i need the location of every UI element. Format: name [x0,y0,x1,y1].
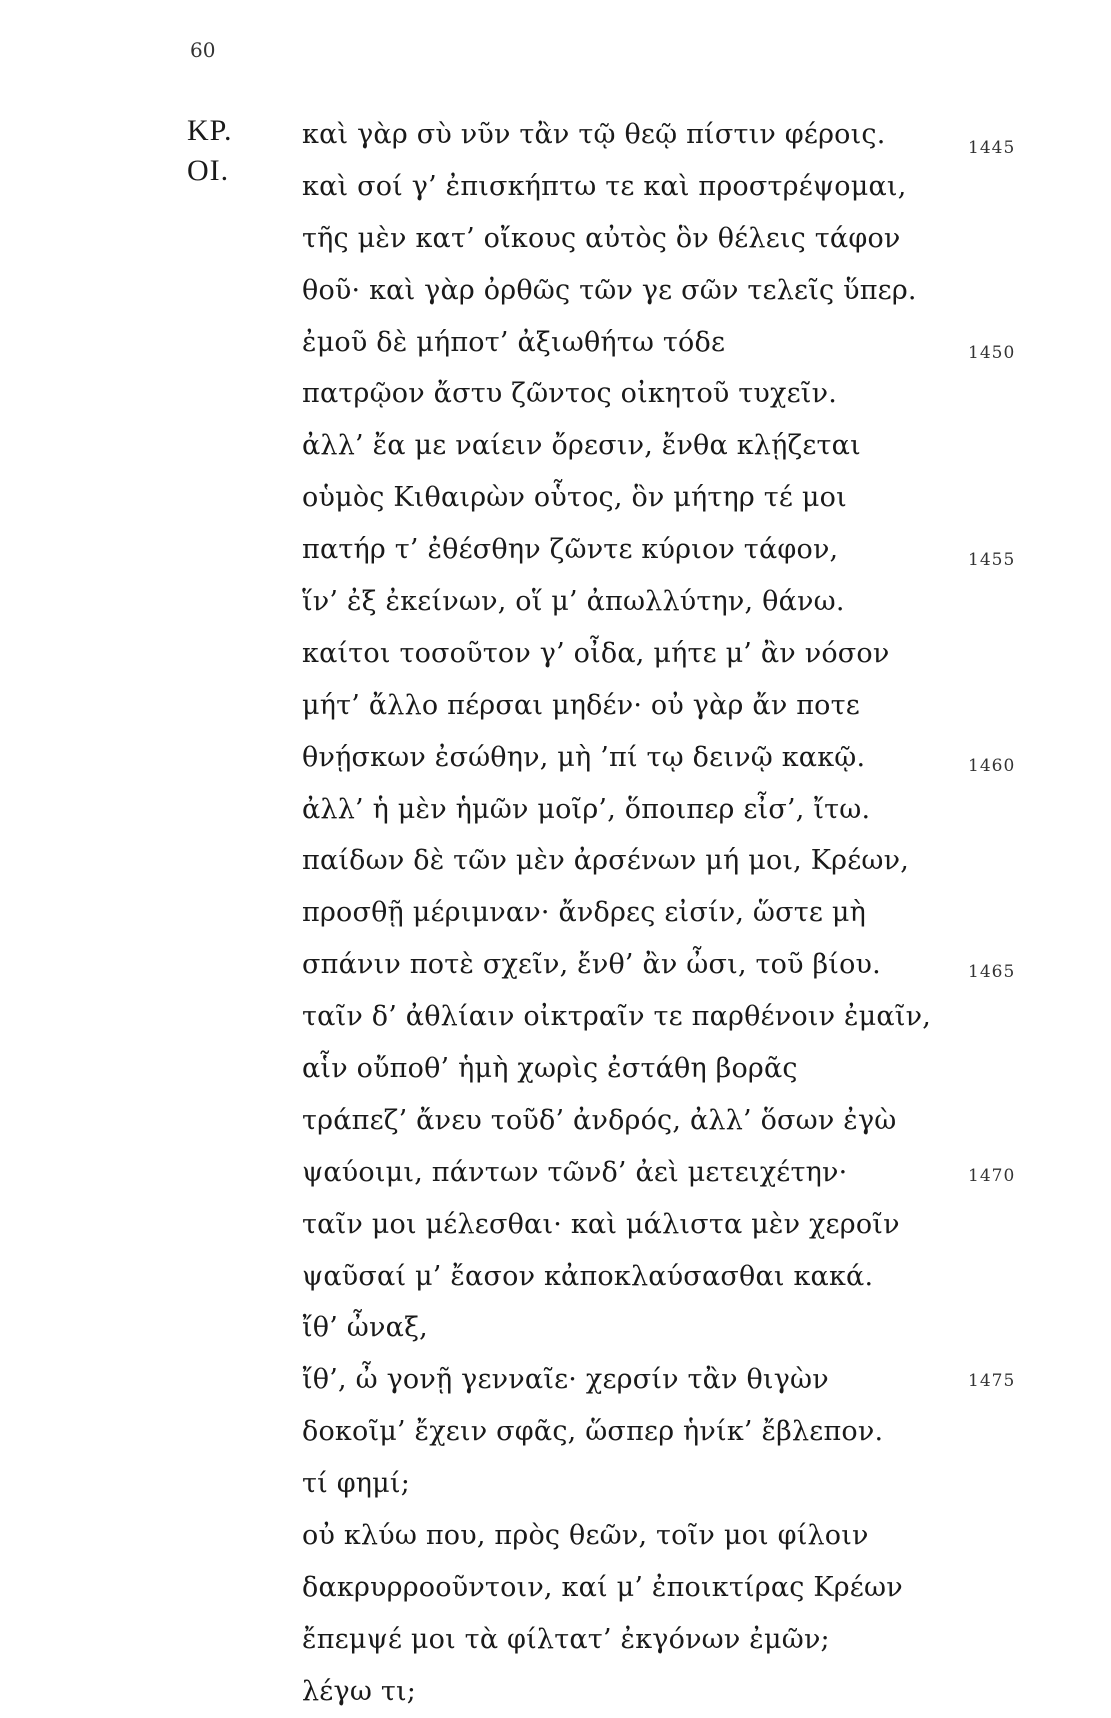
line-number-1445: 1445 [968,138,1016,158]
verse-line: ψαύοιμι, πάντων τῶνδ’ ἀεὶ μετειχέτην· [302,1156,848,1188]
verse-line: δοκοῖμ’ ἔχειν σφᾶς, ὥσπερ ἡνίκ’ ἔβλεπον. [302,1416,884,1448]
verse-line: ἵν’ ἐξ ἐκείνων, οἵ μ’ ἀπωλλύτην, θάνω. [302,586,845,618]
verse-line: οὐ κλύω που, πρὸς θεῶν, τοῖν μοι φίλοιν [302,1520,869,1552]
verse-line: μήτ’ ἄλλο πέρσαι μηδέν· οὐ γὰρ ἄν ποτε [302,689,860,721]
verse-line: πατήρ τ’ ἐθέσθην ζῶντε κύριον τάφον, [302,534,839,566]
verse-line: θοῦ· καὶ γὰρ ὀρθῶς τῶν γε σῶν τελεῖς ὕπερ. [302,274,917,306]
verse-text [302,109,982,1718]
verse-line: θνῄσκων ἐσώθην, μὴ ’πί τῳ δεινῷ κακῷ. [302,741,866,773]
verse-line: πατρῷον ἄστυ ζῶντος οἰκητοῦ τυχεῖν. [302,378,837,410]
verse-line: τῆς μὲν κατ’ οἴκους αὐτὸς ὃν θέλεις τάφον [302,222,901,254]
verse-line: τί φημί; [302,1468,411,1500]
verse-line: οὑμὸς Κιθαιρὼν οὗτος, ὃν μήτηρ τέ μοι [302,482,847,514]
verse-line: παίδων δὲ τῶν μὲν ἀρσένων μή μοι, Κρέων, [302,845,909,877]
line-number-1465: 1465 [968,962,1016,982]
line-number-1475: 1475 [968,1371,1016,1391]
page-number: 60 [190,38,216,62]
line-number-1450: 1450 [968,343,1016,363]
verse-line: ταῖν δ’ ἀθλίαιν οἰκτραῖν τε παρθένοιν ἐμαῖν, [302,1001,932,1033]
verse-line: τράπεζ’ ἄνευ τοῦδ’ ἀνδρός, ἀλλ’ ὅσων ἐγὼ [302,1104,897,1136]
verse-line: δακρυρροοῦντοιν, καί μ’ ἐποικτίρας Κρέων [302,1571,903,1603]
verse-line: καὶ σοί γ’ ἐπισκήπτω τε καὶ προστρέψομαι, [302,170,907,202]
verse-line: αἷν οὔποθ’ ἡμὴ χωρὶς ἐστάθη βορᾶς [302,1053,798,1085]
verse-line: λέγω τι; [302,1675,417,1707]
verse-line: ἴθ’, ὦ γονῇ γενναῖε· χερσίν τἂν θιγὼν [302,1364,829,1396]
verse-line: καὶ γὰρ σὺ νῦν τἂν τῷ θεῷ πίστιν φέροις. [302,119,886,150]
verse-line: καίτοι τοσοῦτον γ’ οἶδα, μήτε μ’ ἂν νόσον [302,637,890,669]
speaker-label-oedipus: ΟΙ. [187,154,230,187]
speaker-label-kreon: ΚΡ. [187,114,233,147]
line-number-1460: 1460 [968,756,1016,776]
verse-line: προσθῇ μέριμναν· ἄνδρες εἰσίν, ὥστε μὴ [302,897,867,929]
line-number-1455: 1455 [968,550,1016,570]
verse-line: σπάνιν ποτὲ σχεῖν, ἔνθ’ ἂν ὦσι, τοῦ βίου. [302,949,881,981]
verse-line: ἀλλ’ ἡ μὲν ἡμῶν μοῖρ’, ὅποιπερ εἶσ’, ἴτω. [302,793,871,825]
verse-line: ἀλλ’ ἔα με ναίειν ὄρεσιν, ἔνθα κλῄζεται [302,430,861,462]
line-number-1470: 1470 [968,1166,1016,1186]
verse-line: ἔπεμψέ μοι τὰ φίλτατ’ ἐκγόνων ἐμῶν; [302,1623,830,1655]
verse-line: ταῖν μοι μέλεσθαι· καὶ μάλιστα μὲν χεροῖν [302,1208,900,1240]
verse-line: ἐμοῦ δὲ μήποτ’ ἀξιωθήτω τόδε [302,326,726,358]
verse-line: ψαῦσαί μ’ ἔασον κἀποκλαύσασθαι κακά. [302,1260,874,1292]
verse-line: ἴθ’ ὦναξ, [302,1312,428,1344]
